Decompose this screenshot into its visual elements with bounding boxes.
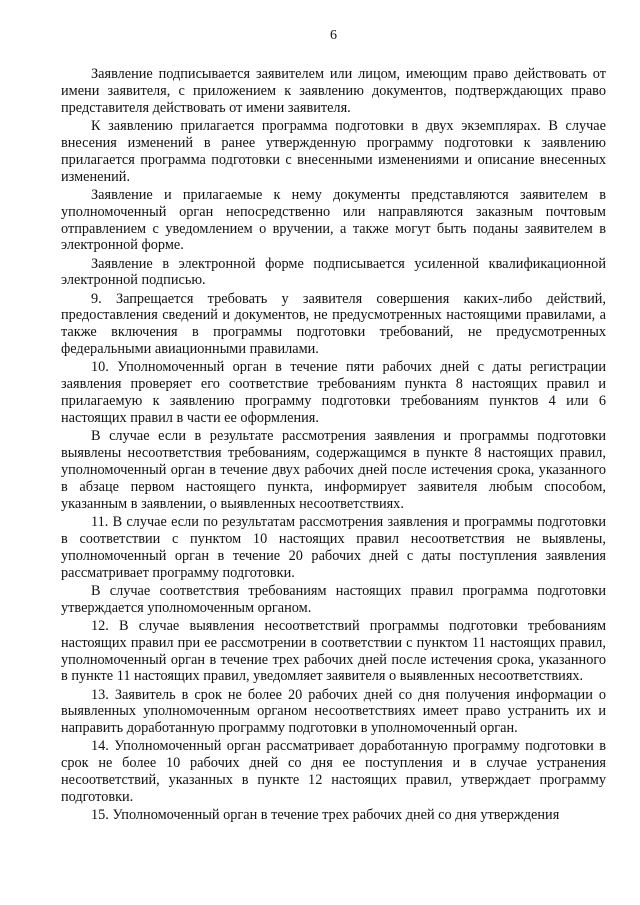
paragraph-item-12: 12. В случае выявления несоответствий программы подготовки требованиям настоящих правил при ее рассмотрении в соответствии с пунктом 11 настоящих правил, уполномоченный орган в течение трех рабочих дней после истечения срока, указанного в пункте 11 настоящих правил, уведомляет заявителя о выявленных несоответствиях.: [61, 617, 606, 685]
paragraph-item-10-case: В случае если в результате рассмотрения заявления и программы подготовки выявлены несоответствия требованиям, содержащимся в пункте 8 настоящих правил, уполномоченный орган в течение двух рабочих дней после истечения срока, указанного в абзаце первом настоящего пункта, информирует заявителя любым способом, указанным в заявлении, о выявленных несоответствиях.: [61, 428, 606, 512]
paragraph-attachment: К заявлению прилагается программа подготовки в двух экземплярах. В случае внесения изменений в ранее утвержденную программу подготовки к заявлению прилагается программа подготовки с внесенными изменениями и описание внесенных изменений.: [61, 117, 606, 185]
paragraph-item-11-approval: В случае соответствия требованиям настоящих правил программа подготовки утверждается уполномоченным органом.: [61, 582, 606, 616]
paragraph-item-15: 15. Уполномоченный орган в течение трех рабочих дней со дня утверждения: [91, 807, 560, 824]
paragraph-item-14: 14. Уполномоченный орган рассматривает доработанную программу подготовки в срок не более 10 рабочих дней со дня ее поступления и в случае устранения несоответствий, указанных в пункте 12 настоящих правил, утверждает программу подготовки.: [61, 738, 606, 806]
paragraph-submission: Заявление и прилагаемые к нему документы представляются заявителем в уполномоченный орган непосредственно или направляются заказным почтовым отправлением с уведомлением о вручении, а также могут быть поданы заявителем в электронной форме.: [61, 186, 606, 254]
paragraph-item-10: 10. Уполномоченный орган в течение пяти рабочих дней с даты регистрации заявления проверяет его соответствие требованиям пункта 8 настоящих правил и прилагаемую к заявлению программу подготовки требованиям пунктов 4 или 6 настоящих правил в части ее оформления.: [61, 359, 606, 427]
paragraph-item-11: 11. В случае если по результатам рассмотрения заявления и программы подготовки в соответствии с пунктом 10 настоящих правил несоответствия не выявлены, уполномоченный орган в течение 20 рабочих дней с даты поступления заявления рассматривает программу подготовки.: [61, 513, 606, 581]
page-number: 6: [330, 28, 337, 43]
paragraph-item-13: 13. Заявитель в срок не более 20 рабочих дней со дня получения информации о выявленных уполномоченным органом несоответствиях имеет право устранить их и направить доработанную программу подготовки в уполномоченный орган.: [61, 686, 606, 737]
paragraph-electronic-form: Заявление в электронной форме подписывается усиленной квалификационной электронной подписью.: [61, 255, 606, 289]
paragraph-item-9: 9. Запрещается требовать у заявителя совершения каких-либо действий, предоставления сведений и документов, не предусмотренных настоящими правилами, а также включения в программы подготовки требований, не предусмотренных федеральными авиационными правилами.: [61, 290, 606, 358]
paragraph-signature: Заявление подписывается заявителем или лицом, имеющим право действовать от имени заявителя, с приложением к заявлению документов, подтверждающих право представителя действовать от имени заявителя.: [61, 66, 606, 116]
